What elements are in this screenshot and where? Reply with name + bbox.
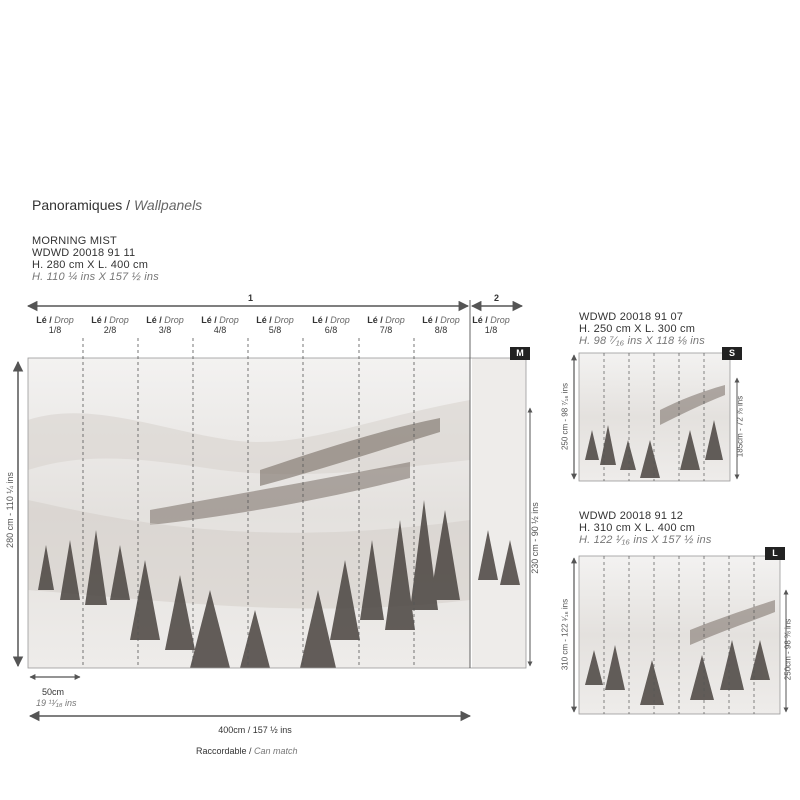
product-name: MORNING MIST — [32, 235, 117, 247]
drop-label: Lé / Drop 8/8 — [422, 315, 460, 335]
group-2-label: 2 — [494, 293, 500, 303]
large-visible-height-label: 250cm - 98 ⅜ ins — [783, 618, 793, 681]
product-size-cm: H. 280 cm X L. 400 cm — [32, 259, 149, 271]
product-size-in: H. 110 ¼ ins X 157 ½ ins — [32, 271, 159, 283]
drop-label: Lé / Drop 4/8 — [201, 315, 239, 335]
total-width-label: 400cm / 157 ½ ins — [218, 725, 292, 735]
large-variant-size-cm: H. 310 cm X L. 400 cm — [579, 522, 696, 534]
small-variant-panel — [579, 353, 730, 481]
large-variant-panel — [579, 556, 780, 714]
main-wallpanel — [28, 300, 526, 668]
drop-label: Lé / Drop 2/8 — [91, 315, 129, 335]
heading-secondary: Wallpanels — [133, 197, 203, 213]
drop-label: Lé / Drop 1/8 — [472, 315, 510, 335]
small-variant-info — [579, 311, 705, 347]
drop-label: Lé / Drop 7/8 — [367, 315, 405, 335]
size-badge-l: L — [765, 547, 785, 560]
product-code: WDWD 20018 91 11 — [32, 247, 136, 259]
large-variant-info — [579, 510, 712, 546]
large-variant-size-in: H. 122 ¹⁄₁₆ ins X 157 ½ ins — [579, 534, 712, 546]
drop-label: Lé / Drop 3/8 — [146, 315, 184, 335]
small-height-label: 250 cm - 98 ⁷⁄₁₆ ins — [560, 382, 570, 451]
drop-width-cm: 50cm — [42, 687, 65, 697]
main-visible-height-label: 230 cm - 90 ½ ins — [530, 502, 540, 574]
size-badge-m: M — [510, 347, 530, 360]
group-1-label: 1 — [248, 293, 254, 303]
heading-primary: Panoramiques / — [32, 197, 134, 213]
drop-label: Lé / Drop 5/8 — [256, 315, 294, 335]
small-variant-code: WDWD 20018 91 07 — [579, 311, 684, 323]
small-variant-size-cm: H. 250 cm X L. 300 cm — [579, 323, 696, 335]
small-visible-height-label: 185cm - 72 ⅞ ins — [735, 395, 745, 458]
main-height-label: 280 cm - 110 ¼ ins — [5, 472, 15, 548]
match-label: Raccordable / Can match — [196, 746, 298, 756]
large-variant-code: WDWD 20018 91 12 — [579, 510, 684, 522]
drop-label: Lé / Drop 6/8 — [312, 315, 350, 335]
small-variant-size-in: H. 98 ⁷⁄₁₆ ins X 118 ⅛ ins — [579, 335, 705, 347]
drop-width-in: 19 ¹¹⁄₁₆ ins — [36, 698, 77, 708]
large-height-label: 310 cm - 122 ¹⁄₁₆ ins — [560, 598, 570, 671]
size-badge-s: S — [722, 347, 742, 360]
drop-label: Lé / Drop 1/8 — [36, 315, 74, 335]
